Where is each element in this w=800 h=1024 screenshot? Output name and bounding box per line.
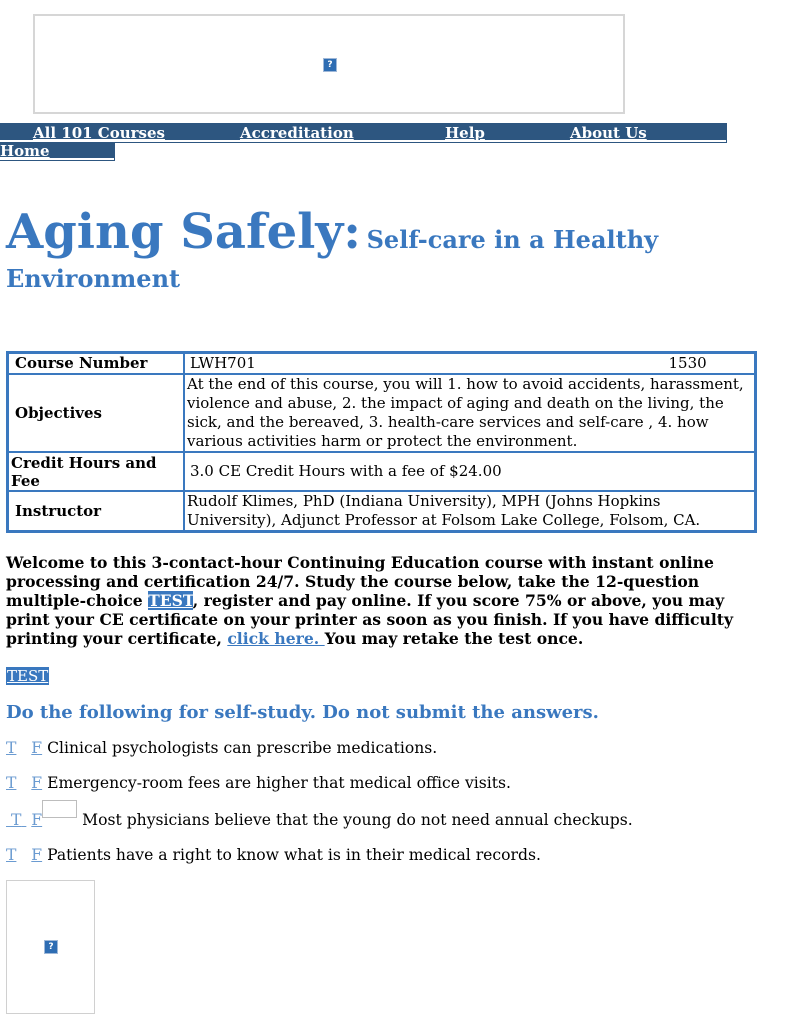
- question-text: Most physicians believe that the young do not need annual checkups.: [82, 811, 633, 829]
- broken-image-icon: ?: [323, 58, 337, 72]
- click-here-link[interactable]: click here.: [227, 629, 325, 648]
- nav-help-link[interactable]: Help: [445, 124, 485, 142]
- test-link-inline[interactable]: TEST: [148, 591, 193, 610]
- nav-all-courses-link[interactable]: All 101 Courses: [33, 124, 165, 142]
- table-row: [8, 374, 756, 452]
- title-main: Aging Safely:: [6, 204, 362, 260]
- course-number-cell: [184, 353, 756, 375]
- nav-about-us-link[interactable]: About Us: [570, 124, 647, 142]
- bottom-image: [6, 880, 95, 1014]
- list-item: [6, 738, 437, 758]
- objectives-label: Objectives: [8, 374, 185, 452]
- course-number-value: LWH701: [190, 354, 256, 372]
- question-text: Emergency-room fees are higher that medical office visits.: [47, 774, 511, 792]
- broken-image-icon: ?: [44, 940, 58, 954]
- table-row: [8, 452, 756, 491]
- instructor-label: Instructor: [8, 491, 185, 532]
- course-info-table: [6, 351, 757, 533]
- list-item: [6, 810, 633, 830]
- welcome-text-2: , register and pay online. If you score 75% or above, you may print your CE certificate on your printer as soon as you finish. If you have difficulty printing your certificate,: [6, 591, 734, 648]
- course-number-label: Course Number: [8, 353, 185, 375]
- title-sub: Self-care in a Healthy Environment: [6, 225, 659, 293]
- table-row: [8, 491, 756, 532]
- list-item: [6, 845, 541, 865]
- answer-box[interactable]: [42, 800, 77, 818]
- false-link[interactable]: F: [31, 774, 43, 792]
- true-link[interactable]: T: [6, 774, 17, 792]
- test-button[interactable]: TEST: [7, 667, 49, 685]
- page-title: [6, 204, 706, 300]
- welcome-paragraph: [6, 553, 766, 648]
- nav-home-link[interactable]: Home: [0, 142, 50, 160]
- objectives-value: At the end of this course, you will 1. how to avoid accidents, harassment, violence and abuse, 2. the impact of aging and death on the living, the sick, and the bereaved, 3. health-care services and self-care , 4. how various activities harm or protect the environment.: [184, 374, 756, 452]
- false-link[interactable]: F: [31, 846, 43, 864]
- credit-hours-value: 3.0 CE Credit Hours with a fee of $24.00: [184, 452, 756, 491]
- false-link[interactable]: F: [31, 811, 43, 829]
- instructor-value: Rudolf Klimes, PhD (Indiana University), MPH (Johns Hopkins University), Adjunct Professor at Folsom Lake College, Folsom, CA.: [184, 491, 756, 532]
- true-link[interactable]: T: [6, 846, 17, 864]
- welcome-text-3: You may retake the test once.: [324, 629, 584, 648]
- true-link[interactable]: T: [10, 811, 22, 829]
- list-item: [6, 773, 511, 793]
- banner-image: [33, 14, 625, 114]
- welcome-text-1: Welcome to this 3-contact-hour Continuing Education course with instant online processing and certification 24/7. Study the course below, take the 12-question multiple-choice: [6, 553, 714, 610]
- question-text: Clinical psychologists can prescribe medications.: [47, 739, 438, 757]
- course-number-extra: 1530: [668, 354, 707, 372]
- true-link[interactable]: T: [6, 739, 17, 757]
- credit-hours-label: Credit Hours and Fee: [8, 452, 185, 491]
- nav-accreditation-link[interactable]: Accreditation: [240, 124, 354, 142]
- self-study-heading: Do the following for self-study. Do not submit the answers.: [6, 702, 599, 723]
- table-row: [8, 353, 756, 375]
- false-link[interactable]: F: [31, 739, 43, 757]
- question-text: Patients have a right to know what is in their medical records.: [47, 846, 541, 864]
